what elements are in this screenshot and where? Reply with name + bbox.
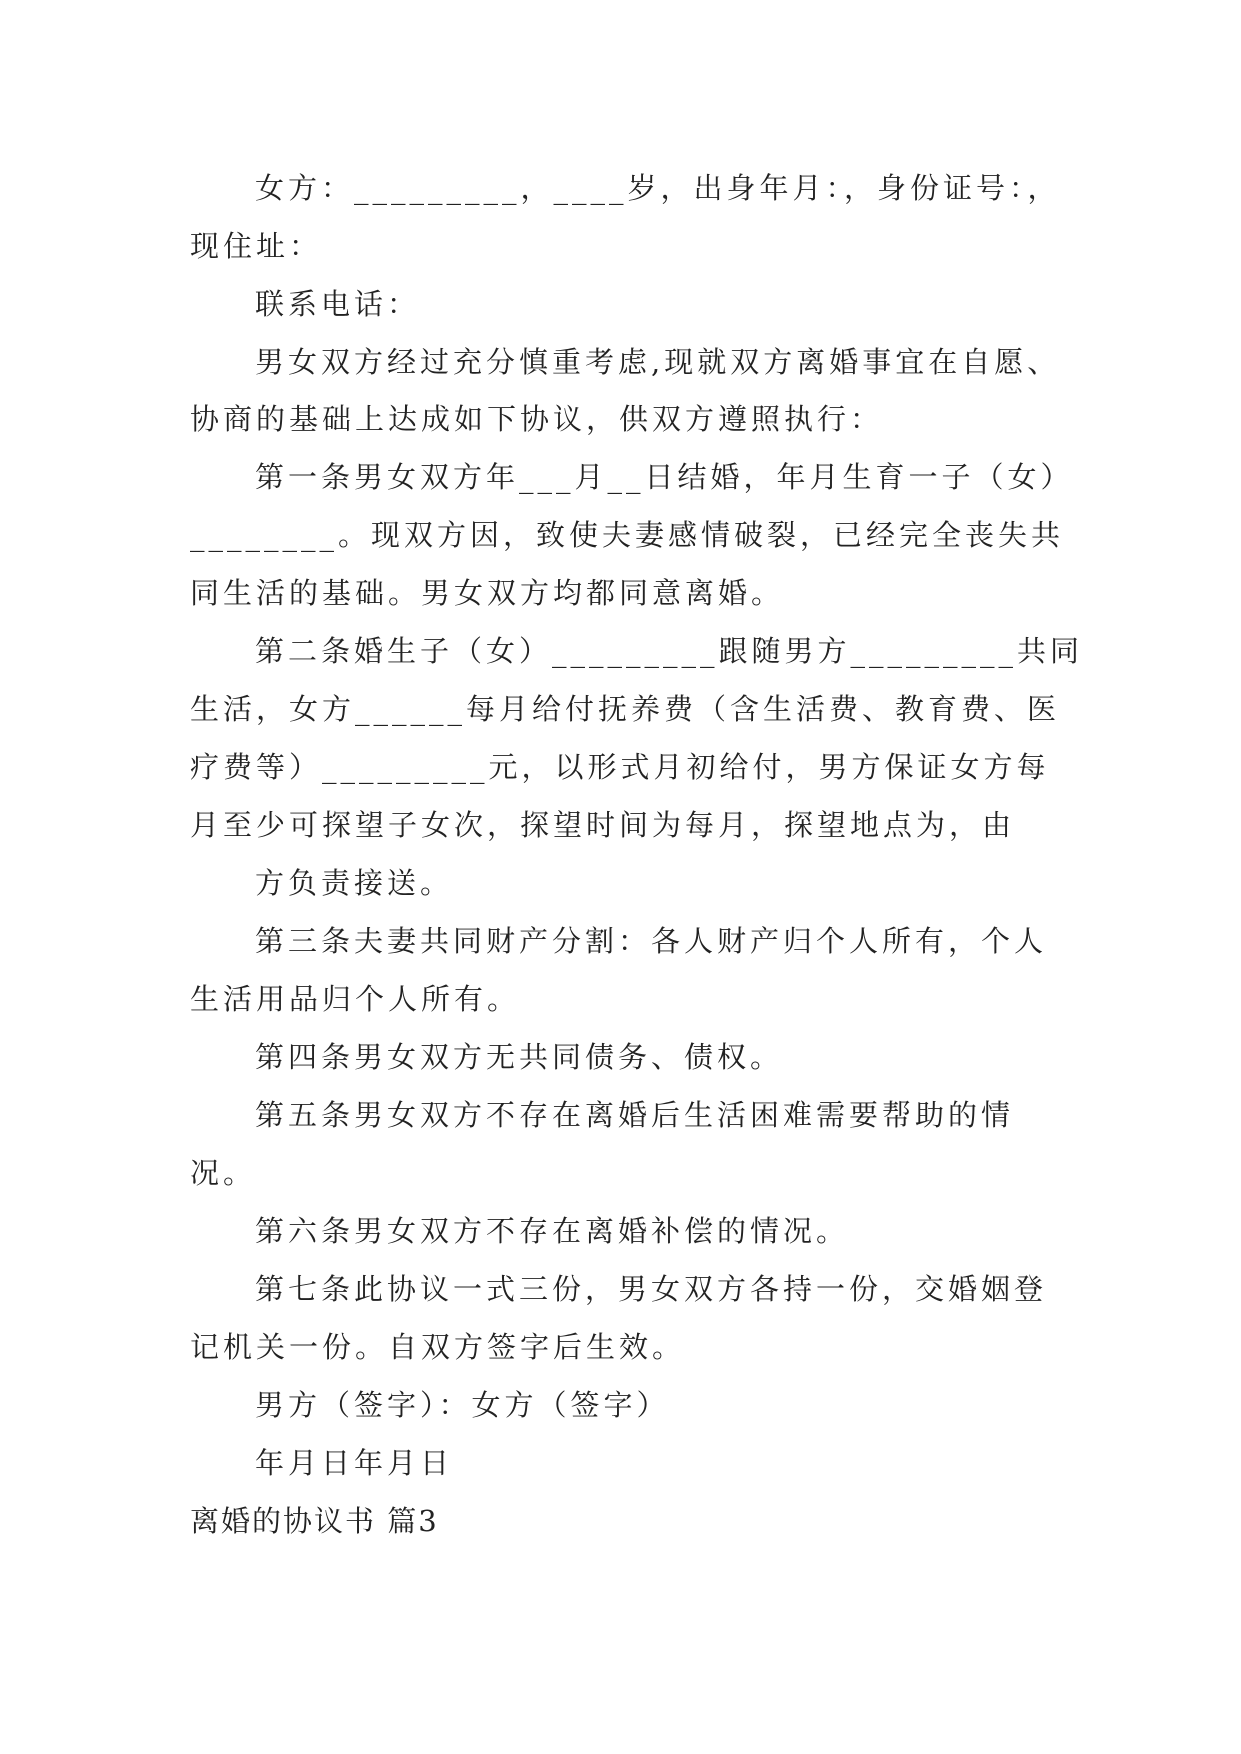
article-1-line-2: ________。现双方因，致使夫妻感情破裂，已经完全丧失共: [190, 518, 1065, 552]
article-6-line: 第六条男女双方不存在离婚补偿的情况。: [255, 1214, 850, 1248]
female-party-info-line: 女方：_________，____岁，出身年月：，身份证号：，: [255, 171, 1061, 205]
article-2-line-1: 第二条婚生子（女）_________跟随男方_________共同: [255, 634, 1084, 668]
article-3-line-2: 生活用品归个人所有。: [190, 982, 521, 1016]
article-2-line-4: 月至少可探望子女次，探望时间为每月，探望地点为，由: [190, 808, 1016, 842]
address-line: 现住址：: [190, 229, 323, 263]
preamble-line-1: 男女双方经过充分慎重考虑,现就双方离婚事宜在自愿、: [255, 345, 1061, 379]
article-7-line-2: 记机关一份。自双方签字后生效。: [190, 1330, 686, 1364]
preamble-line-2: 协商的基础上达成如下协议，供双方遵照执行：: [190, 402, 884, 436]
date-line: 年月日年月日: [255, 1446, 454, 1480]
article-2-line-2: 生活，女方______每月给付抚养费（含生活费、教育费、医: [190, 692, 1061, 726]
article-1-line-1: 第一条男女双方年___月__日结婚，年月生育一子（女）: [255, 460, 1074, 494]
article-5-line-1: 第五条男女双方不存在离婚后生活困难需要帮助的情: [255, 1098, 1015, 1132]
section-heading: 离婚的协议书 篇3: [190, 1504, 439, 1538]
article-2-line-3: 疗费等）_________元，以形式月初给付，男方保证女方每: [190, 750, 1050, 784]
article-1-line-3: 同生活的基础。男女双方均都同意离婚。: [190, 576, 785, 610]
article-2-line-5: 方负责接送。: [255, 866, 454, 900]
signature-line: 男方（签字）：女方（签字）: [255, 1388, 670, 1422]
phone-line: 联系电话：: [255, 287, 421, 321]
article-4-line: 第四条男女双方无共同债务、债权。: [255, 1040, 784, 1074]
article-3-line-1: 第三条夫妻共同财产分割：各人财产归个人所有，个人: [255, 924, 1048, 958]
article-7-line-1: 第七条此协议一式三份，男女双方各持一份，交婚姻登: [255, 1272, 1048, 1306]
article-5-line-2: 况。: [190, 1156, 257, 1190]
